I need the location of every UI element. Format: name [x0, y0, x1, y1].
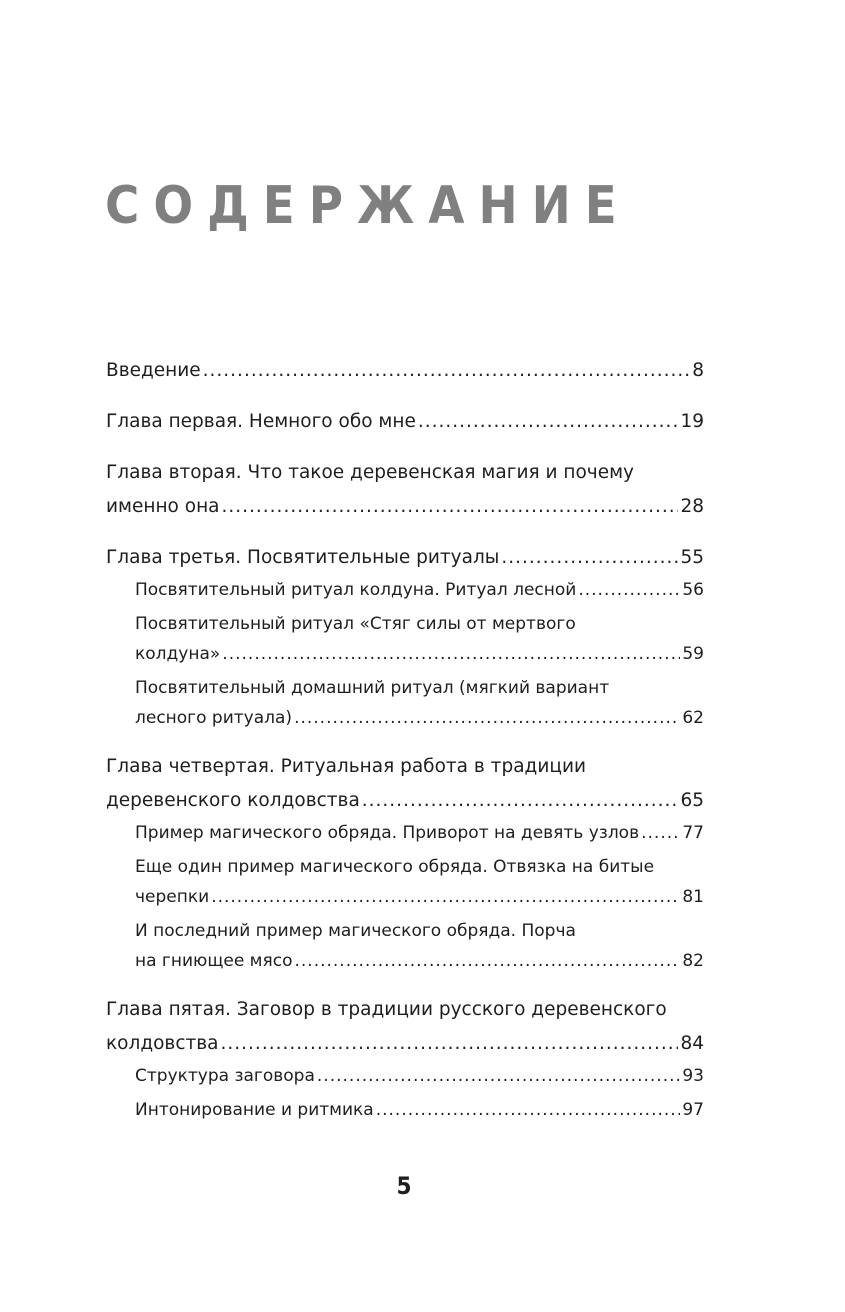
toc-subentry[interactable] [135, 916, 704, 976]
toc-page-number: 93 [682, 1066, 704, 1086]
toc-entry-title: Посвятительный ритуал колдуна. Ритуал лесной [135, 580, 577, 600]
toc-entry-title-line: Посвятительный ритуал «Стяг силы от мертвого [135, 614, 576, 634]
toc-entry-title-line: И последний пример магического обряда. Порча [135, 921, 576, 941]
toc-entry-title: черепки [135, 887, 210, 907]
toc-entry-chapter-1[interactable] [106, 405, 704, 439]
toc-subentry[interactable] [135, 1061, 704, 1091]
toc-entry-chapter-3[interactable] [106, 541, 704, 575]
dot-leader [203, 354, 691, 388]
toc-entry-title: Глава третья. Посвятительные ритуалы [106, 547, 500, 568]
dot-leader [222, 490, 679, 524]
toc-entry-title: колдуна» [135, 644, 221, 664]
toc-page-number: 97 [682, 1100, 704, 1120]
dot-leader [376, 1095, 681, 1125]
toc-page-number: 65 [680, 790, 704, 811]
toc-entry-title-line: Глава пятая. Заговор в традиции русского деревенского [106, 999, 667, 1020]
toc-entry-title: лесного ритуала) [135, 708, 293, 728]
toc-page-number: 8 [692, 360, 704, 381]
toc-subentry[interactable] [135, 852, 704, 912]
toc-page-number: 62 [682, 708, 704, 728]
toc-subentry[interactable] [135, 575, 704, 605]
toc-page-number: 77 [682, 823, 704, 843]
toc-entry-title: Глава первая. Немного обо мне [106, 411, 416, 432]
toc-entry-title: Структура заговора [135, 1066, 315, 1086]
toc-entry-introduction[interactable] [106, 354, 704, 388]
dot-leader [294, 703, 680, 733]
toc-entry-title-line: Глава вторая. Что такое деревенская магия и почему [106, 462, 635, 483]
toc-subentry[interactable] [135, 1095, 704, 1125]
dot-leader [418, 405, 679, 439]
toc-entry-title: на гниющее мясо [135, 951, 293, 971]
toc-entry-chapter-5[interactable] [106, 993, 704, 1061]
dot-leader [641, 818, 680, 848]
toc-entry-chapter-4[interactable] [106, 750, 704, 818]
dot-leader [294, 946, 680, 976]
toc-entry-title: именно она [106, 496, 220, 517]
dot-leader [362, 784, 679, 818]
toc-subentry[interactable] [135, 673, 704, 733]
dot-leader [317, 1061, 680, 1091]
toc-page-number: 81 [682, 887, 704, 907]
toc-entry-title-line: Посвятительный домашний ритуал (мягкий вариант [135, 678, 610, 698]
dot-leader [222, 639, 680, 669]
dot-leader [501, 541, 678, 575]
table-of-contents [106, 354, 704, 1125]
toc-page-number: 84 [680, 1033, 704, 1054]
toc-entry-title: Интонирование и ритмика [135, 1100, 374, 1120]
toc-page-number: 19 [680, 411, 704, 432]
toc-entry-title: Введение [106, 360, 201, 381]
toc-subentry[interactable] [135, 609, 704, 669]
toc-entry-title-line: Еще один пример магического обряда. Отвязка на битые [135, 857, 655, 877]
page-number: 5 [396, 1172, 412, 1200]
page-title: СОДЕРЖАНИЕ [105, 176, 631, 236]
toc-entry-chapter-2[interactable] [106, 456, 704, 524]
toc-entry-title: Пример магического обряда. Приворот на девять узлов [135, 823, 640, 843]
toc-page-number: 82 [682, 951, 704, 971]
toc-entry-title: деревенского колдовства [106, 790, 360, 811]
toc-page-number: 55 [680, 547, 704, 568]
toc-page-number: 59 [682, 644, 704, 664]
toc-entry-title: колдовства [106, 1033, 219, 1054]
toc-subentry[interactable] [135, 818, 704, 848]
toc-entry-title-line: Глава четвертая. Ритуальная работа в традиции [106, 756, 586, 777]
dot-leader [578, 575, 680, 605]
dot-leader [211, 882, 680, 912]
dot-leader [221, 1027, 679, 1061]
toc-page-number: 28 [680, 496, 704, 517]
toc-page-number: 56 [682, 580, 704, 600]
